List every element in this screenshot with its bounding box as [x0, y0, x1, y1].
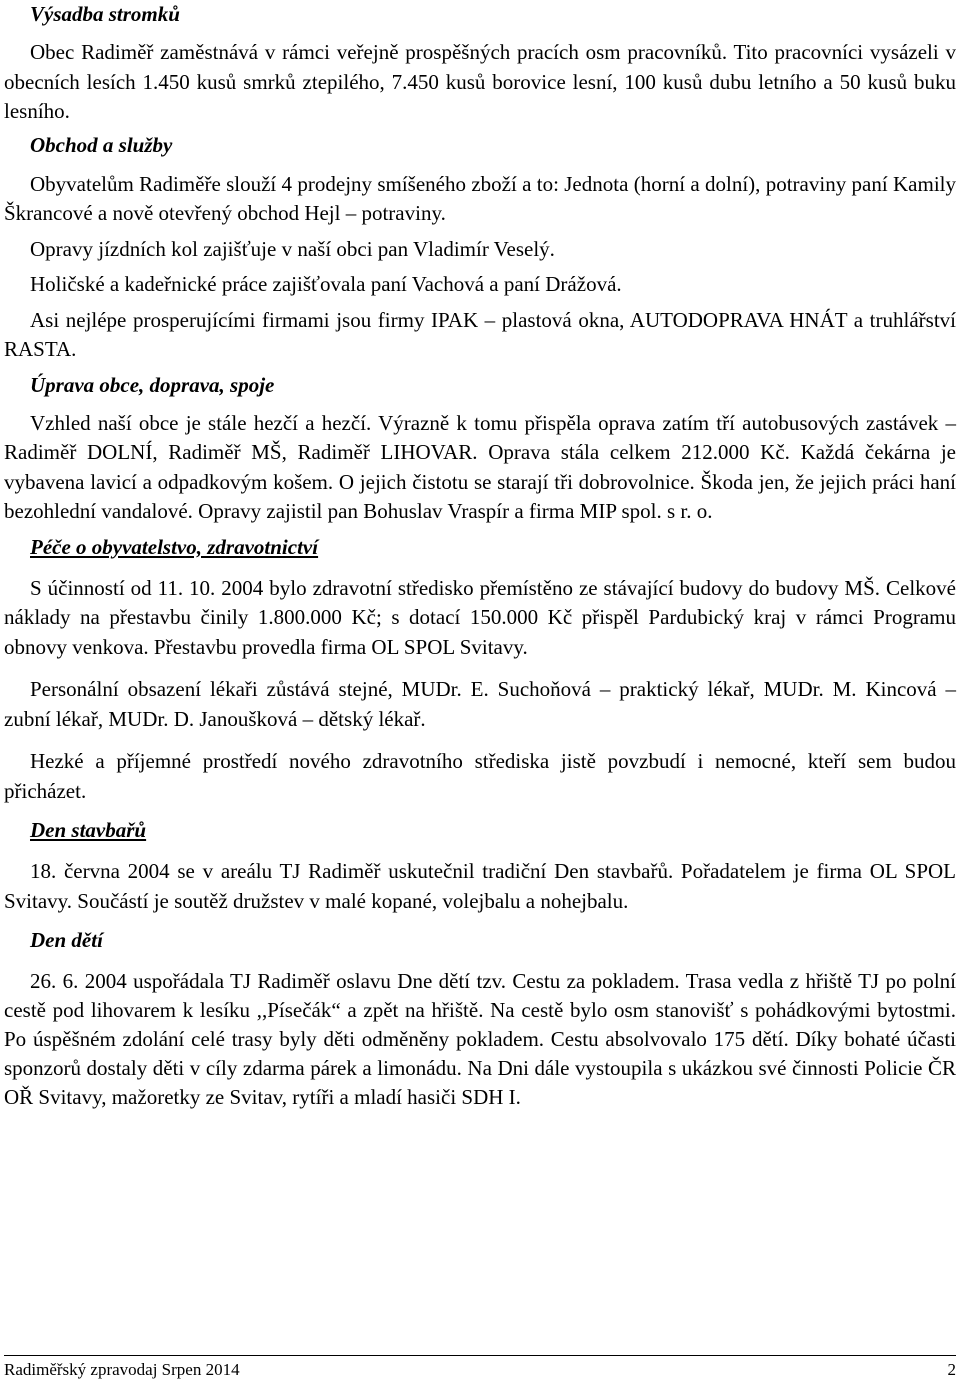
paragraph-vysadba-1: Obec Radiměř zaměstnává v rámci veřejně prospěšných pracích osm pracovníků. Tito pracovníci vysázeli v obecních lesích 1.450 kusů smrků ztepilého, 7.450 kusů borovice lesní, 100 kusů dubu letního a 50 kusů buku lesního.	[4, 40, 956, 123]
paragraph-obchod-4: Asi nejlépe prosperujícími firmami jsou firmy IPAK – plastová okna, AUTODOPRAVA HNÁT a truhlářství RASTA.	[4, 307, 956, 361]
paragraph-uprava-1: Vzhled naší obce je stále hezčí a hezčí. Výrazně k tomu přispěla oprava zatím tří autobusových zastávek – Radiměř DOLNÍ, Radiměř MŠ, Radiměř LIHOVAR. Oprava stála celkem 212.000 Kč. Každá čekárna je vybavena lavicí a odpadkovým košem. O jejich čistotu se starají tři dobrovolnice. Škoda jen, že jejich práci haní bezohlední vandalové. Opravy zajistil pan Bohuslav Vraspír a firma MIP spol. s r. o.	[4, 410, 956, 523]
paragraph-obchod-2: Opravy jízdních kol zajišťuje v naší obci pan Vladimír Veselý.	[30, 236, 555, 261]
heading-pece: Péče o obyvatelstvo, zdravotnictví	[30, 534, 319, 559]
paragraph-obchod-1: Obyvatelům Radiměře slouží 4 prodejny smíšeného zboží a to: Jednota (horní a dolní), potraviny paní Kamily Škrancové a nově otevřený obchod Hejl – potraviny.	[4, 171, 956, 225]
heading-uprava: Úprava obce, doprava, spoje	[30, 372, 275, 397]
heading-vysadba: Výsadba stromků	[30, 2, 180, 26]
paragraph-pece-3: Hezké a příjemné prostředí nového zdravotního střediska jistě povzbudí i nemocné, kteří sem budou přicházet.	[4, 749, 956, 803]
document-page	[4, 0, 956, 1112]
heading-stavbari: Den stavbařů	[30, 818, 147, 842]
footer-page-number: 2	[947, 1360, 956, 1379]
heading-obchod: Obchod a služby	[30, 132, 173, 157]
paragraph-pece-2: Personální obsazení lékaři zůstává stejné, MUDr. E. Suchoňová – praktický lékař, MUDr. M. Kincová – zubní lékař, MUDr. D. Janoušková – dětský lékař.	[4, 677, 956, 731]
page-footer	[4, 1355, 956, 1384]
paragraph-stavbari-1: 18. června 2004 se v areálu TJ Radiměř uskutečnil tradiční Den stavbařů. Pořadatelem je firma OL SPOL Svitavy. Součástí je soutěž družstev v malé kopané, volejbalu a nohejbalu.	[4, 859, 956, 913]
paragraph-deti-1: 26. 6. 2004 uspořádala TJ Radiměř oslavu Dne dětí tzv. Cestu za pokladem. Trasa vedla z hřiště TJ po polní cestě pod lihovarem k lesíku ,,Písečák“ a zpět na hřiště. Na cestě bylo osm stanovišť s pohádkovými bytostmi. Po úspěšném zdolání celé trasy byly děti odměněny pokladem. Cestu absolvovalo 175 dětí. Díky bohaté účasti sponzorů dostaly děti v cíly zdarma párek a limonádu. Na Dni dále vystoupila s ukázkou své činnosti Policie ČR OŘ Svitavy, mažoretky ze Svitav, rytíři a mladí hasiči SDH I.	[4, 969, 956, 1109]
heading-deti: Den dětí	[30, 928, 103, 952]
paragraph-obchod-3: Holičské a kadeřnické práce zajišťovala paní Vachová a paní Drážová.	[30, 272, 622, 296]
paragraph-pece-1: S účinností od 11. 10. 2004 bylo zdravotní středisko přemístěno ze stávající budovy do budovy MŠ. Celkové náklady na přestavbu činily 1.800.000 Kč; s dotací 150.000 Kč přispěl Pardubický kraj v rámci Programu obnovy venkova. Přestavbu provedla firma OL SPOL Svitavy.	[4, 575, 956, 659]
footer-title: Radiměřský zpravodaj Srpen 2014	[4, 1360, 240, 1379]
